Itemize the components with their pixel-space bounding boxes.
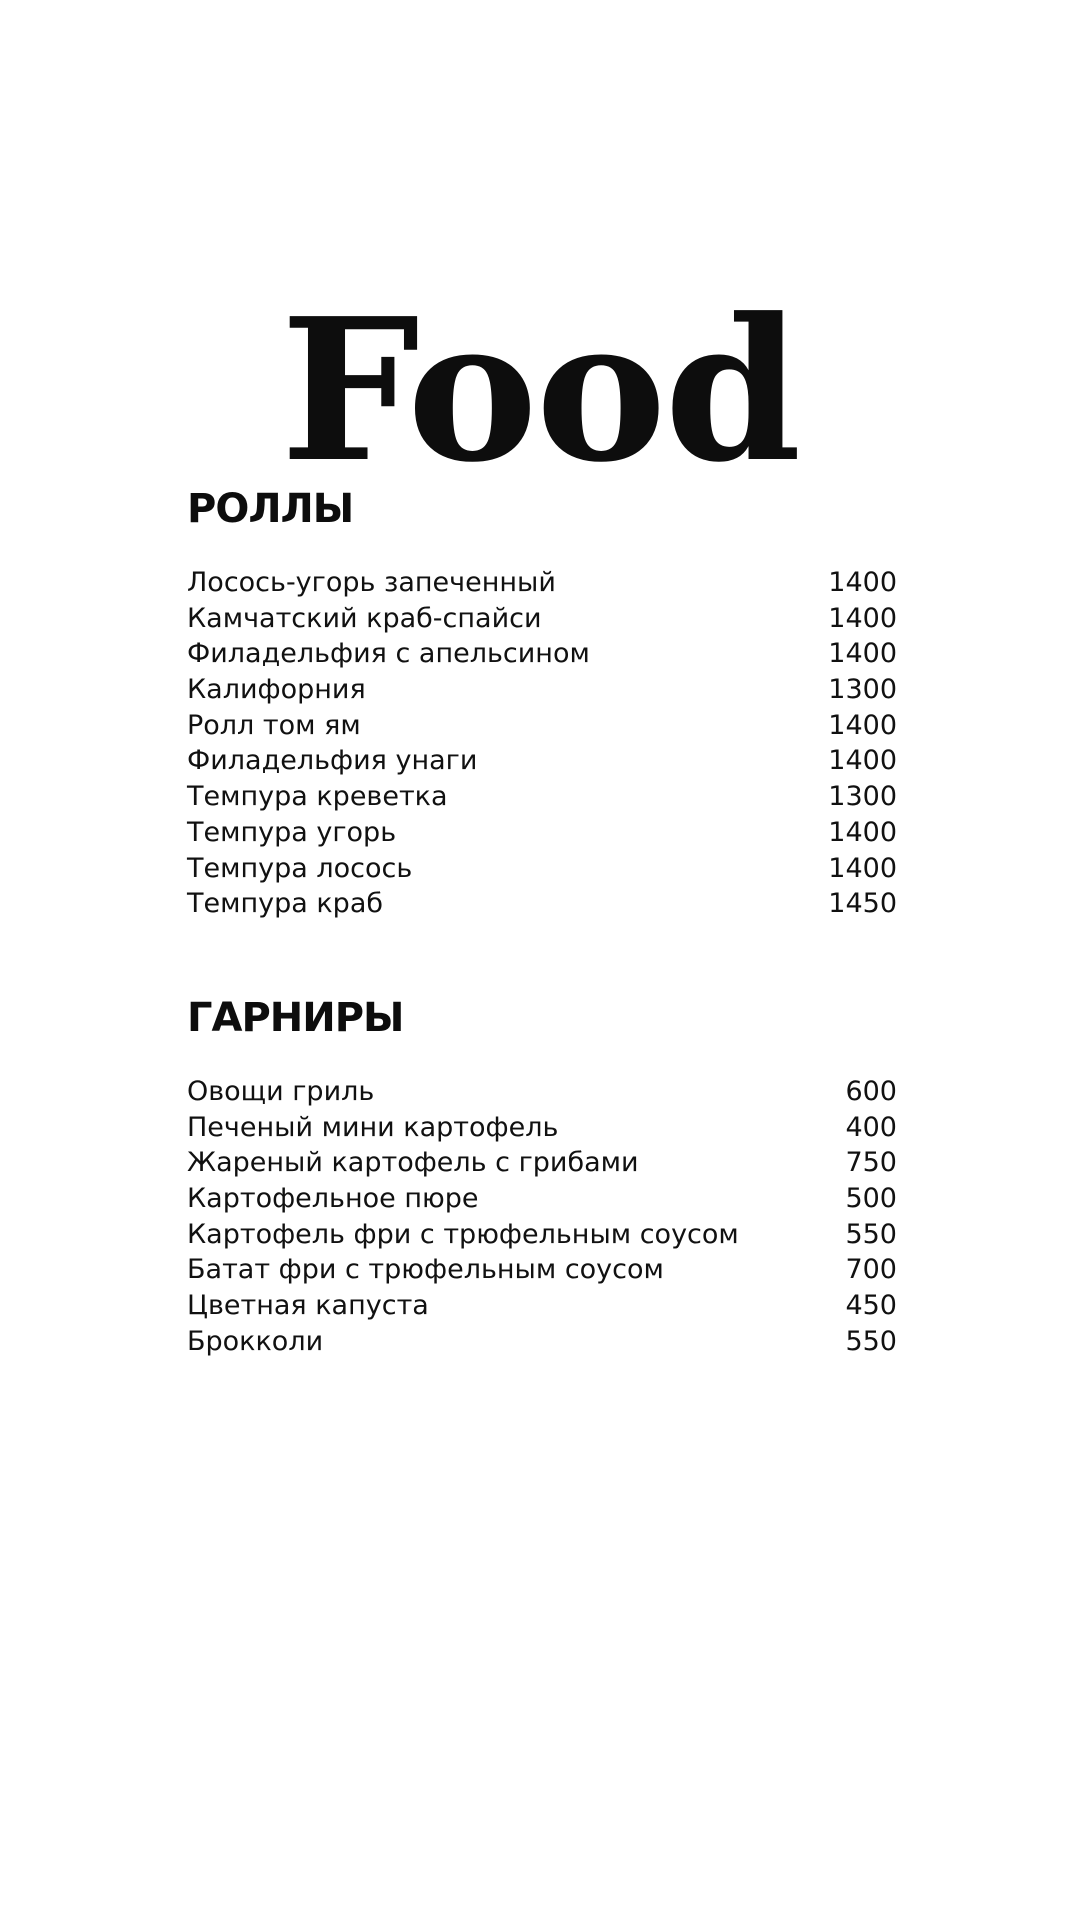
- item-price: 1300: [828, 674, 897, 706]
- menu-item: [187, 815, 897, 851]
- item-name: Филадельфия унаги: [187, 745, 478, 777]
- item-name: Темпура лосось: [187, 852, 413, 884]
- section-title: ГАРНИРЫ: [187, 995, 404, 1041]
- item-name: Лосось-угорь запеченный: [187, 567, 556, 598]
- item-price: 550: [845, 1325, 897, 1357]
- item-price: 500: [845, 1183, 897, 1215]
- menu-item: [187, 565, 897, 601]
- item-price: 400: [845, 1111, 897, 1143]
- item-price: 1400: [828, 567, 897, 598]
- item-name: Овощи гриль: [187, 1076, 375, 1107]
- menu-item: [187, 779, 897, 815]
- menu-item: [187, 1288, 897, 1324]
- item-name: Картофельное пюре: [187, 1183, 479, 1215]
- menu-item: [187, 1110, 897, 1146]
- item-price: 600: [845, 1076, 897, 1107]
- page-title: Food: [280, 276, 800, 507]
- item-name: Филадельфия с апельсином: [187, 638, 590, 670]
- menu-list: [187, 1074, 897, 1360]
- menu-item: [187, 743, 897, 779]
- menu-item: [187, 1181, 897, 1217]
- item-price: 1400: [828, 638, 897, 670]
- menu-item: [187, 636, 897, 672]
- item-name: Темпура креветка: [187, 781, 448, 813]
- section-title: РОЛЛЫ: [187, 486, 354, 532]
- item-name: Темпура краб: [187, 888, 384, 920]
- menu-item: [187, 1324, 897, 1360]
- item-name: Цветная капуста: [187, 1290, 429, 1322]
- menu-item: [187, 1145, 897, 1181]
- item-price: 1300: [828, 781, 897, 813]
- item-price: 1400: [828, 852, 897, 884]
- menu-item: [187, 1217, 897, 1253]
- menu-item: [187, 708, 897, 744]
- item-price: 1400: [828, 816, 897, 848]
- item-price: 1400: [828, 602, 897, 634]
- item-name: Батат фри с трюфельным соусом: [187, 1254, 664, 1286]
- item-price: 450: [845, 1290, 897, 1322]
- item-name: Темпура угорь: [187, 816, 397, 848]
- menu-item: [187, 1252, 897, 1288]
- section-sides: [187, 993, 897, 1360]
- item-name: Брокколи: [187, 1325, 324, 1357]
- item-price: 700: [845, 1254, 897, 1286]
- item-price: 1400: [828, 745, 897, 777]
- menu-item: [187, 672, 897, 708]
- item-price: 750: [845, 1147, 897, 1179]
- item-price: 1400: [828, 709, 897, 741]
- menu-item: [187, 851, 897, 887]
- menu-list: [187, 565, 897, 922]
- item-name: Жареный картофель с грибами: [187, 1147, 639, 1179]
- item-name: Камчатский краб-спайси: [187, 602, 542, 634]
- item-name: Ролл том ям: [187, 709, 361, 741]
- menu-item: [187, 601, 897, 637]
- item-name: Калифорния: [187, 674, 366, 706]
- item-name: Картофель фри с трюфельным соусом: [187, 1218, 739, 1250]
- item-name: Печеный мини картофель: [187, 1111, 559, 1143]
- item-price: 550: [845, 1218, 897, 1250]
- item-price: 1450: [828, 888, 897, 920]
- section-rolls: [187, 484, 897, 922]
- menu-item: [187, 886, 897, 922]
- menu-item: [187, 1074, 897, 1110]
